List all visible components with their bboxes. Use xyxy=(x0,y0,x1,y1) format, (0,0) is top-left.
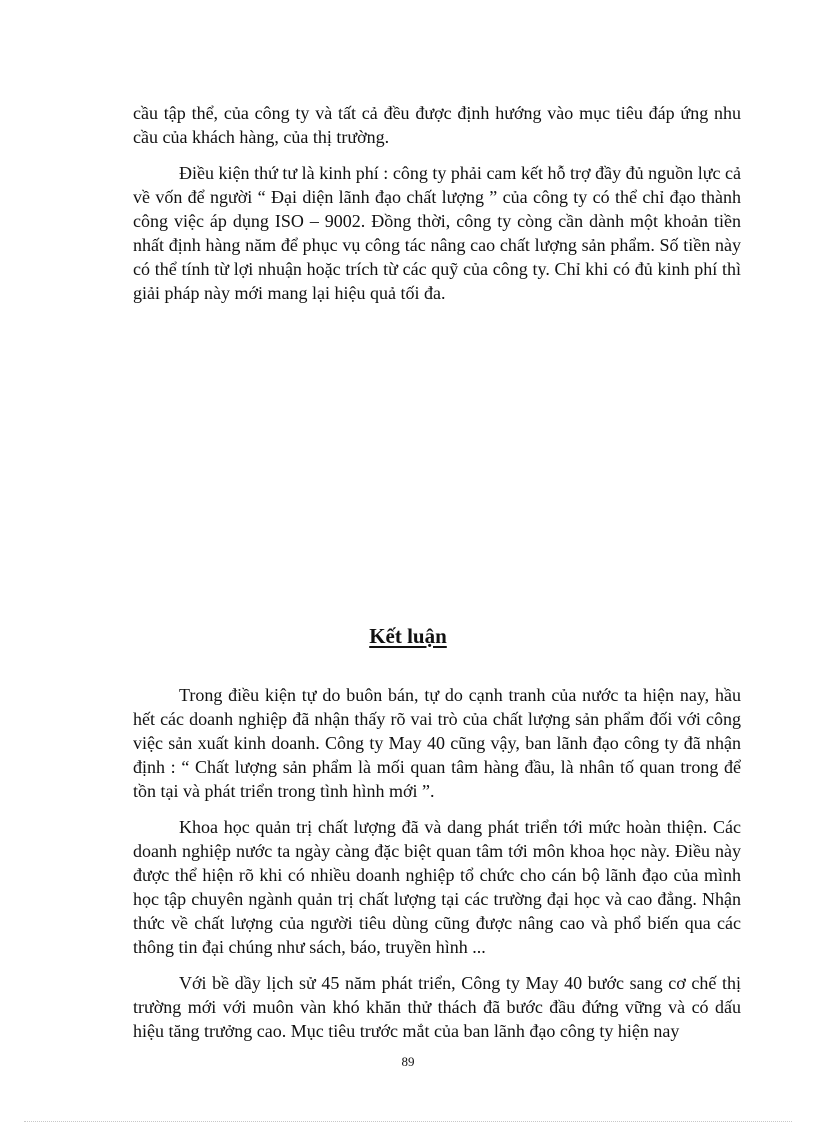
page-number: 89 xyxy=(401,1054,415,1069)
section-heading xyxy=(0,622,816,650)
conclusion-text-block xyxy=(133,683,741,1043)
conclusion-paragraph-3: Với bề dầy lịch sử 45 năm phát triển, Công ty May 40 bước sang cơ chế thị trường mới với muôn vàn khó khăn thử thách đã bước đầu đứng vững và có dấu hiệu tăng trưởng cao. Mục tiêu trước mắt của ban lãnh đạo công ty hiện nay xyxy=(133,973,741,1041)
paragraph-continuation: cầu tập thể, của công ty và tất cả đều được định hướng vào mục tiêu đáp ứng nhu cầu của khách hàng, của thị trường. xyxy=(133,103,741,147)
conclusion-paragraph-2: Khoa học quản trị chất lượng đã và dang phát triển tới mức hoàn thiện. Các doanh nghiệp nước ta ngày càng đặc biệt quan tâm tới môn khoa học này. Điều này được thể hiện rõ khi có nhiều doanh nghiệp tổ chức cho cán bộ lãnh đạo của mình học tập chuyên ngành quản trị chất lượng tại các trường đại học và cao đẳng. Nhận thức về chất lượng của người tiêu dùng cũng được nâng cao và phổ biến qua các thông tin đại chúng như sách, báo, truyền hình ... xyxy=(133,817,741,957)
top-text-block xyxy=(133,101,741,305)
paragraph-funding-condition: Điều kiện thứ tư là kinh phí : công ty phải cam kết hỗ trợ đầy đủ nguồn lực cả về vốn để người “ Đại diện lãnh đạo chất lượng ” của công ty có thể chỉ đạo thành công việc áp dụng ISO – 9002. Đồng thời, công ty còng cần dành một khoản tiền nhất định hàng năm để phục vụ công tác nâng cao chất lượng sản phẩm. Số tiền này có thể tính từ lợi nhuận hoặc trích từ các quỹ của công ty. Chỉ khi có đủ kinh phí thì giải pháp này mới mang lại hiệu quả tối đa. xyxy=(133,163,741,303)
conclusion-paragraph-1: Trong điều kiện tự do buôn bán, tự do cạnh tranh của nước ta hiện nay, hầu hết các doanh nghiệp đã nhận thấy rõ vai trò của chất lượng sản phẩm đối với công việc sản xuất kinh doanh. Công ty May 40 cũng vậy, ban lãnh đạo công ty đã nhận định : “ Chất lượng sản phẩm là mối quan tâm hàng đầu, là nhân tố quan trong để tồn tại và phát triển trong tình hình mới ”. xyxy=(133,685,741,801)
section-heading-text: Kết luận xyxy=(369,624,447,648)
footer-divider xyxy=(24,1121,792,1122)
